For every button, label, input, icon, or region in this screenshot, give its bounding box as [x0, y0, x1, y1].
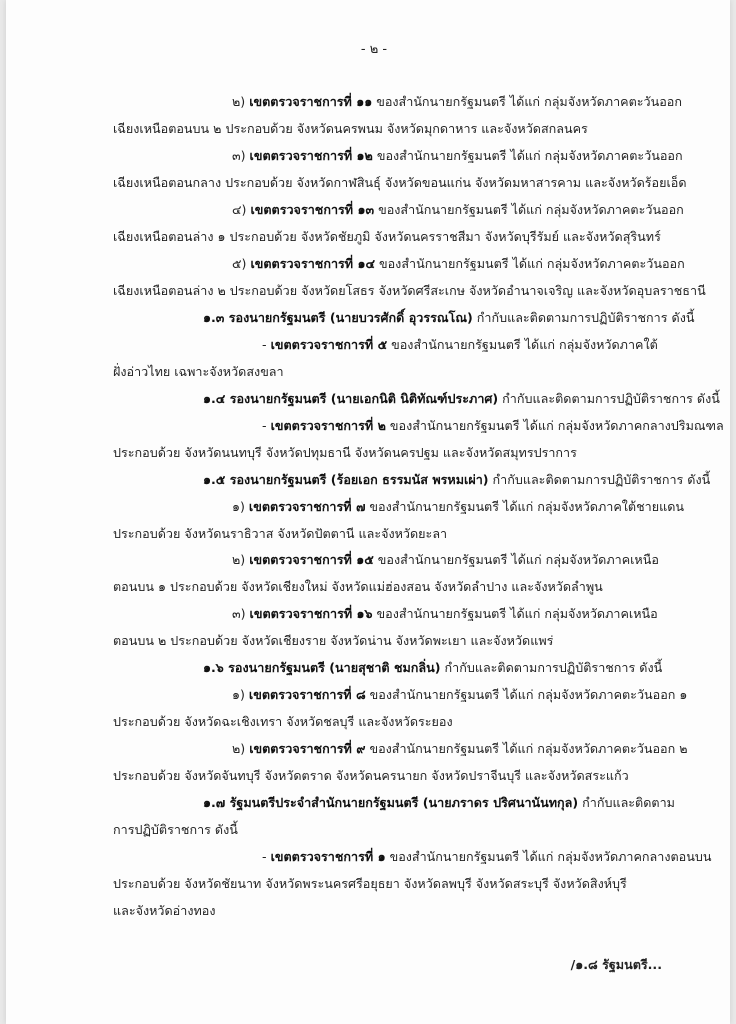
bold-text: เขตตรวจราชการที่ ๑๑	[249, 94, 373, 109]
text-segment: -	[262, 336, 271, 352]
text-segment: กำกับและติดตามการปฏิบัติราชการ ดังนี้	[498, 390, 720, 406]
section-heading-line	[203, 308, 694, 328]
text-segment: กำกับและติดตามการปฏิบัติราชการ ดังนี้	[440, 660, 663, 676]
text-segment: ของสำนักนายกรัฐมนตรี ได้แก่ กลุ่มจังหวัดภาคตะวันออก	[375, 255, 685, 271]
text-segment: ๒)	[232, 741, 250, 757]
section-heading-line	[203, 658, 662, 678]
text-line	[113, 577, 603, 597]
text-segment: ของสำนักนายกรัฐมนตรี ได้แก่ กลุ่มจังหวัดภาคกลางปริมณฑล	[385, 417, 724, 433]
text-segment: และจังหวัดอ่างทอง	[113, 903, 216, 919]
text-segment: ของสำนักนายกรัฐมนตรี ได้แก่ กลุ่มจังหวัดภาคเหนือ	[373, 552, 659, 568]
bold-text: เขตตรวจราชการที่ ๑๕	[249, 552, 374, 568]
text-line	[113, 901, 215, 921]
text-line	[113, 281, 706, 301]
text-segment: ๒)	[232, 552, 250, 568]
text-line	[113, 119, 588, 139]
continuation-marker: /๑.๘ รัฐมนตรี...	[570, 957, 662, 972]
bold-text: เขตตรวจราชการที่ ๑๔	[250, 255, 375, 271]
text-line	[232, 254, 685, 274]
text-segment: ของสำนักนายกรัฐมนตรี ได้แก่ กลุ่มจังหวัดภาคตะวันออก ๒	[365, 741, 688, 757]
text-line	[113, 820, 238, 840]
text-segment: ๑)	[232, 498, 249, 514]
text-line	[113, 524, 447, 544]
text-line	[113, 227, 661, 247]
text-segment: ประกอบด้วย จังหวัดชัยนาท จังหวัดพระนครศรีอยุธยา จังหวัดลพบุรี จังหวัดสระบุรี จังหวัดสิงห์บุรี	[113, 876, 627, 892]
text-segment: ของสำนักนายกรัฐมนตรี ได้แก่ กลุ่มจังหวัดภาคเหนือ	[372, 606, 658, 622]
text-segment: ฝั่งอ่าวไทย เฉพาะจังหวัดสงขลา	[113, 363, 284, 379]
text-segment: การปฏิบัติราชการ ดังนี้	[113, 822, 238, 838]
bold-text: ๑.๕ รองนายกรัฐมนตรี (ร้อยเอก ธรรมนัส พรหมเผ่า)	[203, 471, 489, 487]
text-line	[232, 550, 659, 570]
text-segment: ของสำนักนายกรัฐมนตรี ได้แก่ กลุ่มจังหวัดภาคตะวันออก ๑	[365, 687, 688, 703]
bold-text: เขตตรวจราชการที่ ๑๖	[249, 606, 373, 622]
text-segment: ของสำนักนายกรัฐมนตรี ได้แก่ กลุ่มจังหวัดภาคใต้ชายแดน	[365, 498, 685, 514]
text-line	[232, 200, 684, 220]
bold-text: เขตตรวจราชการที่ ๑	[270, 849, 386, 865]
text-segment: ๕)	[232, 255, 251, 271]
bold-text: ๑.๓ รองนายกรัฐมนตรี (นายบวรศักดิ์ อุวรรณโณ)	[203, 309, 473, 325]
text-segment: ประกอบด้วย จังหวัดนราธิวาส จังหวัดปัตตานี และจังหวัดยะลา	[113, 525, 448, 541]
text-segment: เฉียงเหนือตอนบน ๒ ประกอบด้วย จังหวัดนครพนม จังหวัดมุกดาหาร และจังหวัดสกลนคร	[113, 120, 588, 136]
text-segment: ๒)	[232, 94, 250, 109]
text-line	[113, 443, 577, 463]
text-segment: เฉียงเหนือตอนล่าง ๑ ประกอบด้วย จังหวัดชัยภูมิ จังหวัดนครราชสีมา จังหวัดบุรีรัมย์ และจังหวัดสุรินทร์	[113, 228, 661, 244]
text-line	[232, 604, 658, 624]
text-line	[262, 416, 724, 436]
bold-text: เขตตรวจราชการที่ ๕	[270, 336, 388, 352]
text-segment: ประกอบด้วย จังหวัดจันทบุรี จังหวัดตราด จังหวัดนครนายก จังหวัดปราจีนบุรี และจังหวัดสระแก้ว	[113, 768, 629, 784]
text-segment: ของสำนักนายกรัฐมนตรี ได้แก่ กลุ่มจังหวัดภาคตะวันออก	[372, 147, 683, 163]
text-segment: ตอนบน ๒ ประกอบด้วย จังหวัดเชียงราย จังหวัดน่าน จังหวัดพะเยา และจังหวัดแพร่	[113, 633, 554, 649]
text-line	[113, 173, 687, 193]
text-line	[113, 631, 553, 651]
text-line	[232, 146, 683, 166]
text-segment: ๑)	[232, 687, 249, 703]
page-number: - ๒ -	[360, 42, 388, 57]
text-segment: กำกับและติดตามการปฏิบัติราชการ ดังนี้	[472, 309, 695, 325]
text-line	[113, 766, 629, 786]
text-segment: เฉียงเหนือตอนกลาง ประกอบด้วย จังหวัดกาฬสินธุ์ จังหวัดขอนแก่น จังหวัดมหาสารคาม และจังหวัดร้อยเอ็ด	[113, 174, 687, 190]
text-segment: ๔)	[232, 201, 251, 217]
text-line	[113, 362, 284, 382]
text-segment: -	[262, 849, 271, 865]
text-segment: เฉียงเหนือตอนล่าง ๒ ประกอบด้วย จังหวัดยโสธร จังหวัดศรีสะเกษ จังหวัดอำนาจเจริญ และจังหวัดอุบลราชธานี	[113, 282, 706, 298]
text-segment: ประกอบด้วย จังหวัดฉะเชิงเทรา จังหวัดชลบุรี และจังหวัดระยอง	[113, 714, 453, 730]
text-segment: ๓)	[232, 147, 250, 163]
section-heading-line	[203, 793, 675, 813]
text-segment: กำกับและติดตาม	[578, 795, 675, 811]
bold-text: ๑.๖ รองนายกรัฐมนตรี (นายสุชาติ ชมกลิ่น)	[203, 660, 441, 676]
bold-text: เขตตรวจราชการที่ ๗	[248, 498, 366, 514]
bold-text: เขตตรวจราชการที่ ๑๒	[249, 147, 373, 163]
text-line	[262, 335, 658, 355]
text-line	[232, 685, 687, 705]
text-segment: ของสำนักนายกรัฐมนตรี ได้แก่ กลุ่มจังหวัดภาคกลางตอนบน	[385, 849, 712, 865]
text-line	[232, 497, 684, 517]
text-segment: -	[262, 417, 271, 433]
text-segment: ของสำนักนายกรัฐมนตรี ได้แก่ กลุ่มจังหวัดภาคใต้	[387, 336, 658, 352]
text-line	[262, 847, 711, 867]
text-line	[113, 712, 453, 732]
bold-text: เขตตรวจราชการที่ ๒	[270, 417, 386, 433]
text-segment: ตอนบน ๑ ประกอบด้วย จังหวัดเชียงใหม่ จังหวัดแม่ฮ่องสอน จังหวัดลำปาง และจังหวัดลำพูน	[113, 579, 603, 595]
bold-text: เขตตรวจราชการที่ ๙	[249, 741, 366, 757]
section-heading-line	[203, 470, 710, 490]
text-segment: ของสำนักนายกรัฐมนตรี ได้แก่ กลุ่มจังหวัดภาคตะวันออก	[374, 201, 684, 217]
text-segment: กำกับและติดตามการปฏิบัติราชการ ดังนี้	[488, 471, 711, 487]
text-line	[113, 874, 627, 894]
bold-text: เขตตรวจราชการที่ ๑๓	[250, 201, 375, 217]
text-line	[232, 739, 688, 759]
section-heading-line	[203, 389, 720, 409]
bold-text: ๑.๗ รัฐมนตรีประจำสำนักนายกรัฐมนตรี (นายภราดร ปริศนานันทกุล)	[203, 795, 579, 811]
document-page	[6, 0, 730, 1024]
text-line	[232, 92, 682, 112]
text-segment: ของสำนักนายกรัฐมนตรี ได้แก่ กลุ่มจังหวัดภาคตะวันออก	[372, 94, 682, 109]
text-segment: ๓)	[232, 606, 250, 622]
text-segment: ประกอบด้วย จังหวัดนนทบุรี จังหวัดปทุมธานี จังหวัดนครปฐม และจังหวัดสมุทรปราการ	[113, 444, 577, 460]
bold-text: ๑.๔ รองนายกรัฐมนตรี (นายเอกนิติ นิติทัณฑ์ประภาศ)	[203, 390, 499, 406]
bold-text: เขตตรวจราชการที่ ๘	[248, 687, 366, 703]
